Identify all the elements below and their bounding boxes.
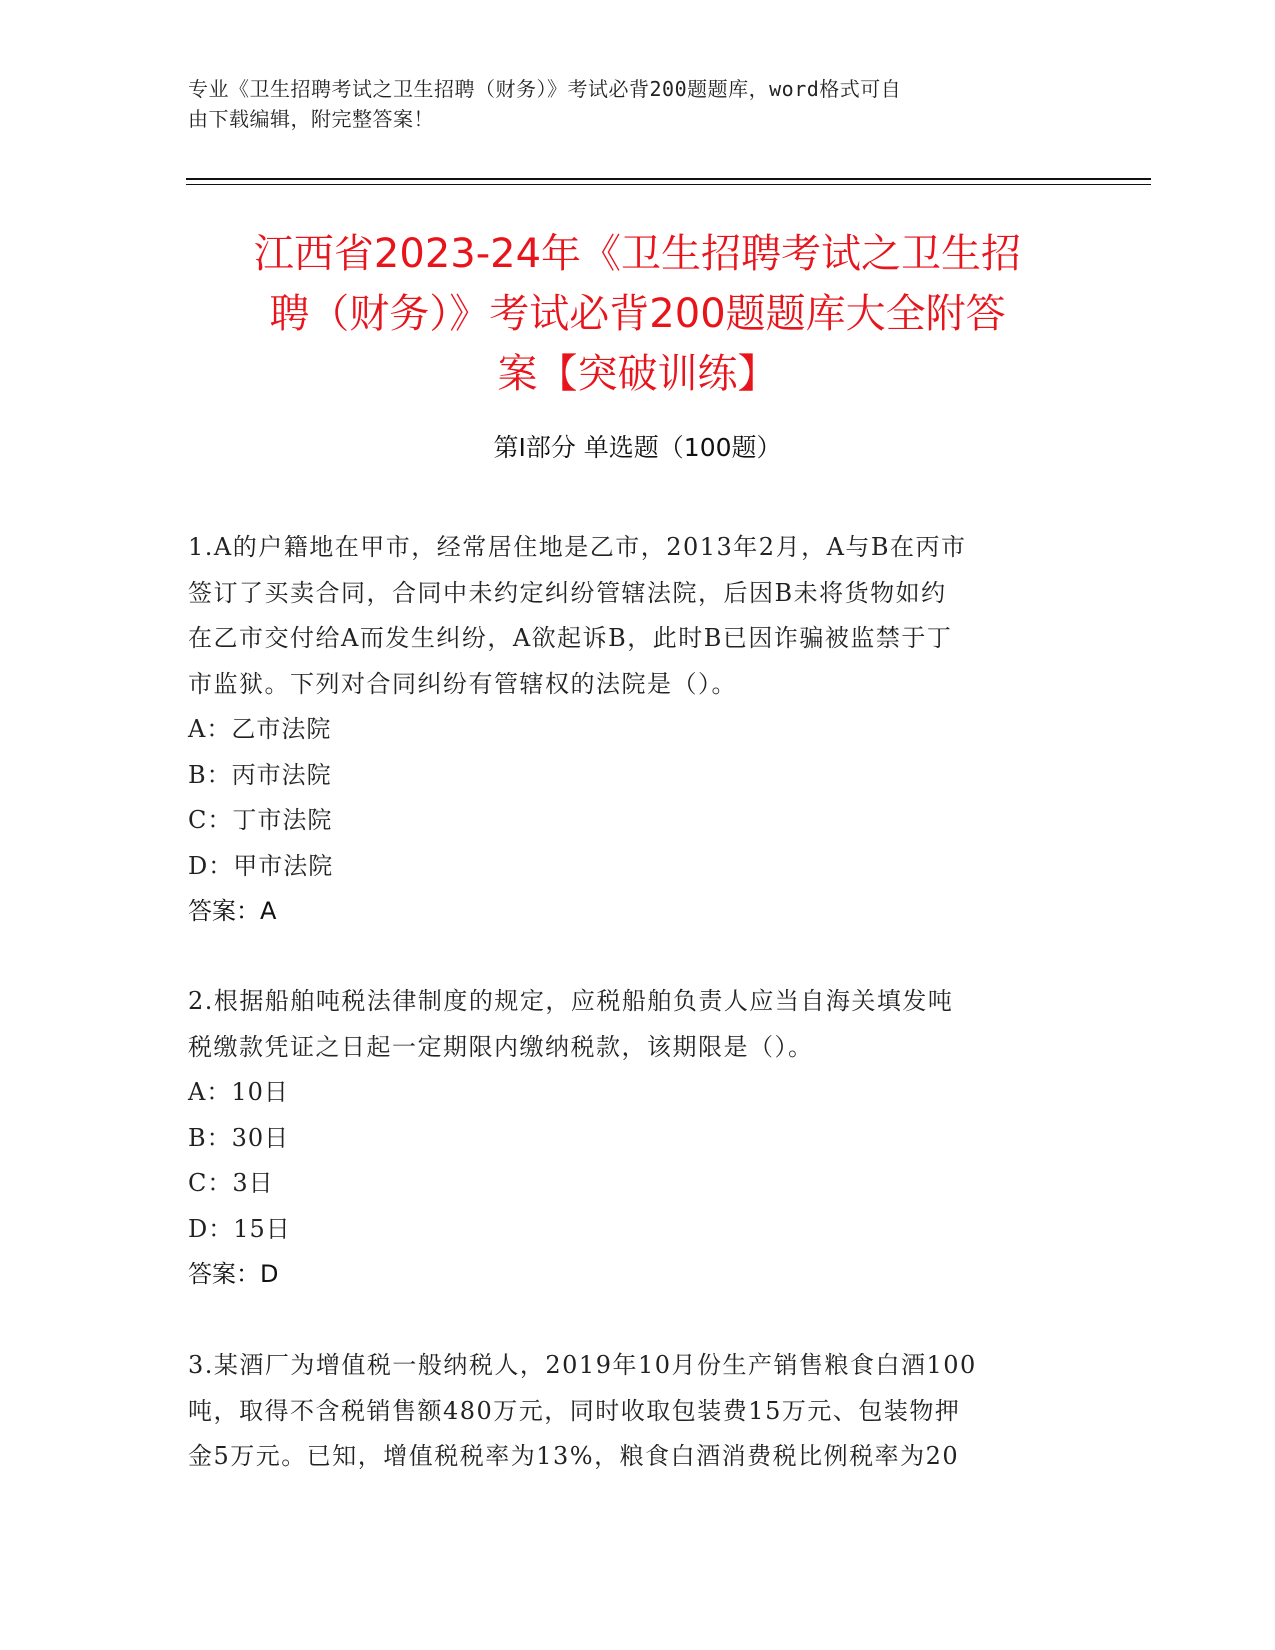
question-stem-line: 在乙市交付给A而发生纠纷，A欲起诉B，此时B已因诈骗被监禁于丁 (188, 624, 953, 652)
option-b: B：丙市法院 (188, 760, 332, 789)
question-stem-line: 签订了买卖合同，合同中未约定纠纷管辖法院，后因B未将货物如约 (188, 578, 947, 607)
section-heading: 第I部分 单选题（100题） (493, 433, 782, 462)
option-d: D：甲市法院 (188, 851, 334, 880)
question-stem (188, 525, 1088, 707)
question-answer: 答案：A (188, 897, 277, 925)
question-stem-line: 税缴款凭证之日起一定期限内缴纳税款，该期限是（）。 (188, 1032, 814, 1061)
header-divider-thick (186, 178, 1151, 180)
question-options (188, 1070, 1088, 1252)
option-d: D：15日 (188, 1214, 291, 1243)
header-note-line-1: 专业《卫生招聘考试之卫生招聘（财务）》考试必背200题题库，word格式可自 (188, 77, 902, 101)
question-stem (188, 1343, 1088, 1480)
question-stem-line: 2.根据船舶吨税法律制度的规定，应税船舶负责人应当自海关填发吨 (188, 987, 954, 1015)
question-options (188, 707, 1088, 889)
header-divider-thin (186, 184, 1151, 185)
option-a: A：10日 (188, 1078, 289, 1106)
question-stem (188, 979, 1088, 1070)
question-1 (188, 525, 1088, 935)
question-stem-line: 市监狱。下列对合同纠纷有管辖权的法院是（）。 (188, 669, 737, 698)
option-c: C：3日 (188, 1169, 274, 1197)
question-answer: 答案：D (188, 1260, 279, 1288)
document-title-line-1: 江西省2023-24年《卫生招聘考试之卫生招 (253, 231, 1022, 277)
question-stem-line: 1.A的户籍地在甲市，经常居住地是乙市，2013年2月，A与B在丙市 (188, 533, 967, 561)
document-title-line-3: 案【突破训练】 (497, 351, 778, 397)
option-b: B：30日 (188, 1123, 290, 1152)
header-note-line-2: 由下载编辑，附完整答案！ (188, 107, 434, 131)
option-c: C：丁市法院 (188, 806, 333, 834)
question-stem-line: 金5万元。已知，增值税税率为13%，粮食白酒消费税比例税率为20 (188, 1442, 960, 1470)
header-note (188, 74, 1088, 134)
option-a: A：乙市法院 (188, 715, 332, 743)
question-stem-line: 吨，取得不含税销售额480万元，同时收取包装费15万元、包装物押 (188, 1396, 961, 1425)
question-3 (188, 1343, 1088, 1480)
document-title (180, 224, 1095, 404)
document-title-line-2: 聘（财务）》考试必背200题题库大全附答 (269, 291, 1006, 337)
question-stem-line: 3.某酒厂为增值税一般纳税人，2019年10月份生产销售粮食白酒100 (188, 1351, 977, 1379)
question-2 (188, 979, 1088, 1298)
